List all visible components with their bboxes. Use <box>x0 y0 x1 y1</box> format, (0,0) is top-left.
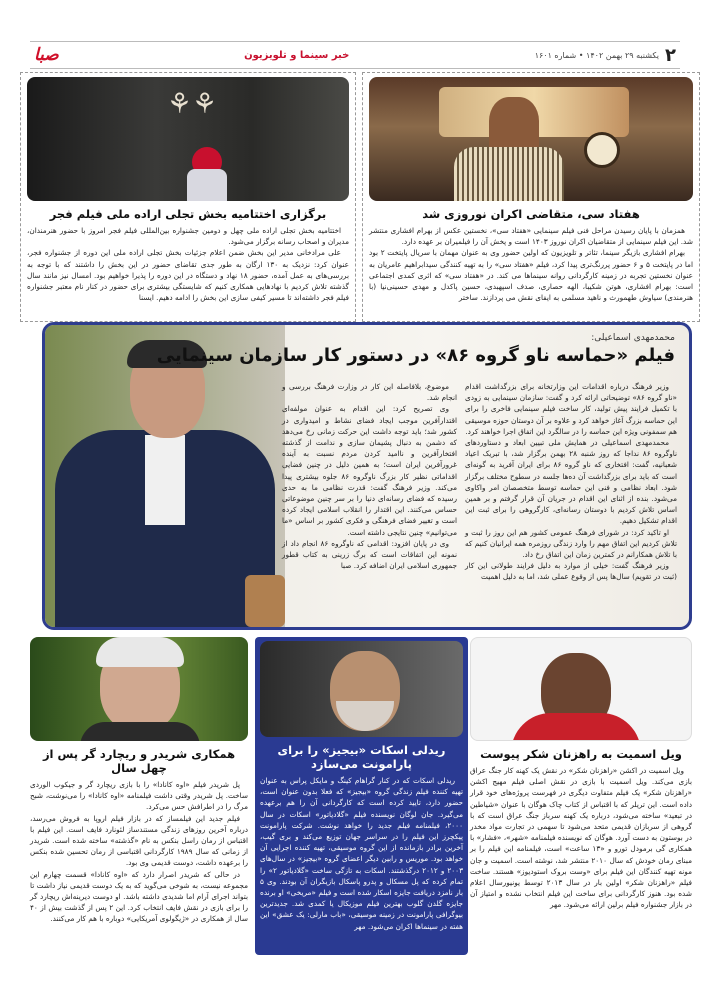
feature-title: فیلم «حماسه ناو گروه ۸۶» در دستور کار سازمان سینمایی <box>156 345 675 366</box>
newspaper-logo: صبا <box>34 45 59 65</box>
page-number: ۲ <box>665 44 676 66</box>
article-paragraph: همزمان با پایان رسیدن مراحل فنی فیلم سینمایی «هفتاد سی»، نخستین عکس از بهرام افشاری منتشر شد. این فیلم سینمایی از متقاضیان اکران نوروز ۱۴۰۳ است و پخش آن را فیلمیران بر عهده دارد. <box>369 226 693 247</box>
section-title: خبر سینما و تلویزیون <box>244 49 350 61</box>
will-smith-photo <box>470 637 692 741</box>
minister-photo <box>45 325 285 627</box>
beard <box>336 701 394 731</box>
article-paragraph: ریدلی اسکات که در کنار گراهام کینگ و مایکل پراس به عنوان تهیه کننده فیلم زندگی گروه «بیجیز» که فعلا بدون عنوان است، حضور دارد، تایید کرده است که کارگردانی آن را هم برعهده می‌گیرد. جان لوگان نویسنده فیلم «گلادیاتور» اسکات در سال ۲۰۰۰، فیلمنامه فیلم جدید را خواهد نوشت. شرکت پارامونت پیکچرز این فیلم را در سراسر جهان توزیع می‌کند و بری گیب، آخرین برادر بازمانده از این گروه موسیقی، تهیه کننده اجرایی آن خواهد بود. موریس و رابین دیگر اعضای گروه «بیجیز» در سال‌های ۲۰۰۳ و ۲۰۱۲ درگذشتند. اسکات به تازگی ساخت «گلادیاتور ۲» را تمام کرده که پل مسکال و پدرو پاسکال بازیگران آن بودند. وی ۵ بار نامزد دریافت جایزه اسکار شده است و فیلم «مریخی» او برنده جایزه گلدن گلوب بهترین فیلم موزیکال یا کمدی شد. جدیدترین بیوگرافی پارامونت در زمینه موسیقی، «باب مارلی: یک عشق» این هفته در سینماها اکران می‌شود. مهر <box>260 776 464 931</box>
article-paragraph: فیلم جدید این فیلمساز که در بازار فیلم اروپا به فروش می‌رسد، درباره آخرین روزهای زندگی مستندساز لئونارد فایف است. این فیلم با اقتباس از رمان راسل بنکس به نام «گذشته» ساخته شده است. شریدر از زمانی که سال ۱۹۸۹ کارگردانی اقتباسی از رمان تحسین شده بنکس را برعهده داشت، دوست قدیمی وی بود. <box>30 813 249 868</box>
article-paragraph: وزیر فرهنگ گفت: خیلی از موارد به دلیل فرایند طولانی این کار (ثبت در تقویم) سال‌ها پس از وقوع عملی شد، اما به دلیل اهمیت <box>465 561 677 582</box>
feature-column-left <box>282 381 457 571</box>
article-haftad-si <box>362 72 700 322</box>
article-title: برگزاری اختتامیه بخش تجلی اراده ملی فیلم فجر <box>49 207 327 221</box>
actor-shirt <box>454 147 564 201</box>
article-fajr-closing <box>20 72 356 322</box>
article-paragraph: محمدمهدی اسماعیلی در همایش ملی تبیین ابعاد و دستاوردهای ناوگروه ۸۶ نداجا که روز شنبه ۲۸ بهمن برگزار شد، با تبریک اعیاد شعبانیه، گفت: افتخاری که ناو گروه ۸۶ برای ایران آفرید به گونه‌ای است که باید برای بزرگداشت آن ده‌ها جلسه در سطوح مختلف برگزار شود. ابعاد نظامی و فنی این حماسه توسط متخصصان امر واکاوی می‌شود. بنده از اثنای این اقدام در جریان آن قرار گرفتم و بر همین اساس تلاش کردیم با دوستان رسانه‌ای، کارگروهی را برای ثبت این اقدام تشکیل دهیم. <box>465 438 677 526</box>
richard-gere-photo <box>30 637 248 741</box>
issue-date: یکشنبه ۲۹ بهمن ۱۴۰۲ • شماره ۱۶۰۱ <box>534 50 659 60</box>
child-figure <box>187 169 227 201</box>
article-will-smith <box>470 637 692 967</box>
grey-hair <box>96 637 184 667</box>
article-paragraph: موضوع، بلافاصله این کار در وزارت فرهنگ بررسی و انجام شد. <box>282 382 457 403</box>
article-paragraph: وی تصریح کرد: این اقدام به عنوان مولفه‌ای اقتدارآفرین موجب ایجاد فضای نشاط و امیدواری در کشور شد؛ باید توجه داشت این حرکت زمانی رخ می‌دهد که دشمن به دنبال پشیمان سازی و ندامت از گذشته افتخارآفرین و ناامید کردن مردم نسبت به آینده غرورآفرین ایران است؛ به همین دلیل در چنین فضایی اقداماتی نظیر کار بزرگ ناوگروه ۸۶ جلوه بیشتری پیدا می‌کند. وزیر فرهنگ گفت: قدرت نظامی ما به حدی رسیده که فضای رسانه‌ای دنیا را بر سر چنین موضوعاتی حساس می‌کنند. این اقتدار را انقلاب اسلامی ایجاد کرده است و تغییر فضای فرهنگی و فکری کشور بر اساس «ما می‌توانیم» چنین نتایجی داشته است. <box>282 404 458 537</box>
article-ridley-scott <box>255 637 468 955</box>
article-paragraph: وزیر فرهنگ درباره اقدامات این وزارتخانه برای بزرگداشت اقدام «ناو گروه ۸۶» توضیحاتی ارائه کرد و گفت: سازمان سینمایی به زودی با تکمیل فرایند پیش تولید، کار ساخت فیلم سینمایی فاخری را برای این حماسه بزرگ آغاز خواهد کرد و علاوه بر آن دوستان حوزه موسیقی هم سمفونی ویژه این حماسه را در سالگرد این اتفاق اجرا خواهند کرد. <box>465 382 678 436</box>
shirt <box>145 435 185 525</box>
article-paragraph: وی در پایان افزود: اقدامی که ناوگروه ۸۶ انجام داد از نمونه این اتفاقات است که برگ زرینی به کتاب قطور جمهوری اسلامی ایران اضافه کرد. صبا <box>282 538 457 571</box>
suit <box>80 722 200 741</box>
article-paragraph: او تاکید کرد: در شورای فرهنگ عمومی کشور هم این روز را ثبت و تلاش کردیم این اتفاق مهم را وارد زندگی روزمره همه ایرانیان کنیم که با تلاش همکارانم در کمترین زمان این اتفاق رخ داد. <box>465 527 677 560</box>
issue-info <box>535 45 676 66</box>
article-paragraph: اختتامیه بخش تجلی اراده ملی چهل و دومین جشنواره بین‌المللی فیلم فجر امروز با حضور هنرمندان، مدیران و اصحاب رسانه برگزار می‌شود. <box>27 226 349 247</box>
article-title: ریدلی اسکات «بیجیز» را برای پارامونت می‌سازد <box>277 743 446 771</box>
article-paragraph: ویل اسمیت در اکشن «راهزنان شکر» در نقش یک کهنه کار جنگ عراق بازی می‌کند. ویل اسمیت با بازی در نقش اصلی فیلم مهیج اکشن «راهزنان شکر» یک فیلم متفاوت دیگری در فهرست پروژه‌های خود قرار داده است. این تریلر که با اقتباس از کتاب چاک هوگان با عنوان «شیاطین در تبعید» ساخته می‌شود، درباره یک کهنه سرباز جنگ عراق است که با گروهی از سربازان قدیمی متحد می‌شود تا سهمی در تجارت مواد مخدر در بوستون به دست آورد. هوگان که نویسنده فیلمنامه «شهر»، «فشار» با همکاری گی برمودل تورو و «۱۳ ساعت» است، فیلمنامه این فیلم را بر مبنای رمان خودش که سال ۲۰۱۰ منتشر شد، نوشته است. اسمیت و جان مونه تهیه کنندگان این فیلم برای «وست بروک استودیوز» هستند. ساخت فیلم «راهزنان شکر» اولین بار در سال ۲۰۱۳ توسط یونیورسال اعلام شده بود. هنوز کارگردانی برای ساخت این فیلم انتخاب نشده و امتیاز آن در بازار جشنواره فیلم برلین ارائه می‌شود. مهر <box>470 766 692 910</box>
feature-heading <box>157 333 675 366</box>
article-title: ویل اسمیت به راهزنان شکر پیوست <box>480 747 682 761</box>
article-paragraph: بهرام افشاری بازیگر سینما، تئاتر و تلویزیون که اولین حضور وی به عنوان مهمان با سریال پایتخت ۲ بود اما در پایتخت ۵ و ۶ حضور پررنگ‌تری پیدا کرد، فیلم «هفتاد سی» را به تهیه کنندگی سیدابراهیم عامریان به عنوان نخستین تجربه در زمینه کارگردانی روانه سینماها می کند. در «هفتاد سی» که اثری کمدی اجتماعی است: بهرام افشاری، هوتن شکیبا، الهه حصاری، صدف اسپهبدی، حسین پاکدل و مهدی حسینی‌نیا (با هنرمندی) سیاوش طهمورث و ناهید مسلمی به ایفای نقش می پردازند. ساختر <box>369 248 693 303</box>
chair <box>245 575 285 627</box>
article-photo <box>27 77 349 201</box>
article-title: هفتاد سی، متقاضی اکران نوروزی شد <box>422 207 640 221</box>
feature-kicker: محمدمهدی اسماعیلی: <box>591 333 675 343</box>
article-paragraph: علی مرادخانی مدیر این بخش ضمن اعلام جزئیات بخش تجلی اراده ملی این دوره از جشنواره فجر، عنوان کرد: نزدیک به ۱۳۰ ارگان به طور جدی تقاضای حضور در این بخش را داشتند که با توجه به بررسی‌های به عمل آمده، حضور ۱۸ نهاد و دستگاه در این دوره را پذیرا خواهیم بود. امسال نیز مانند سال گذشته تلاش کردیم با نهادهایی همکاری کنیم که شایستگی بیشتری برای حضور در کنار نام معتبر جشنواره فیلم فجر داشته‌اند تا مسیر کیفی سازی این بخش را ادامه دهیم. ایسنا <box>27 248 349 303</box>
feature-article <box>42 322 692 630</box>
article-paragraph: پل شریدر فیلم «اوه کانادا» را با بازی ریچارد گر و جیکوب الوردی ساخت. پل شریدر وقتی داشت فیلمنامه «اوه کانادا» را می‌نوشت، شبح مرگ را در اطرافش حس می‌کرد. <box>30 780 248 812</box>
article-paragraph: در حالی که شریدر اصرار دارد که «اوه کانادا» قسمت چهارم این مجموعه نیست، به شوخی می‌گوید که به یک دوست قدیمی نیاز داشت تا بتواند اجرای آرام اما شدیدی داشته باشد. او دوست دیرینه‌اش ریچارد گر را برای بازی در نقش فایف انتخاب کرد. این ۲ پس از گذشت بیش از ۴۰ سال از همکاری در «ژیگولوی آمریکایی» دوباره با هم کار می‌کنند. <box>30 869 248 924</box>
article-schrader-gere <box>30 637 248 967</box>
page-header <box>30 41 680 69</box>
article-photo <box>369 77 693 201</box>
ridley-scott-photo <box>260 641 463 737</box>
red-shirt <box>511 713 641 741</box>
feature-column-right <box>465 381 677 583</box>
article-title: همکاری شریدر و ریچارد گر پس از چهل سال <box>42 747 236 775</box>
clock-icon <box>584 132 620 168</box>
simorgh-logo-icon: ⚘⚘ <box>166 87 218 120</box>
